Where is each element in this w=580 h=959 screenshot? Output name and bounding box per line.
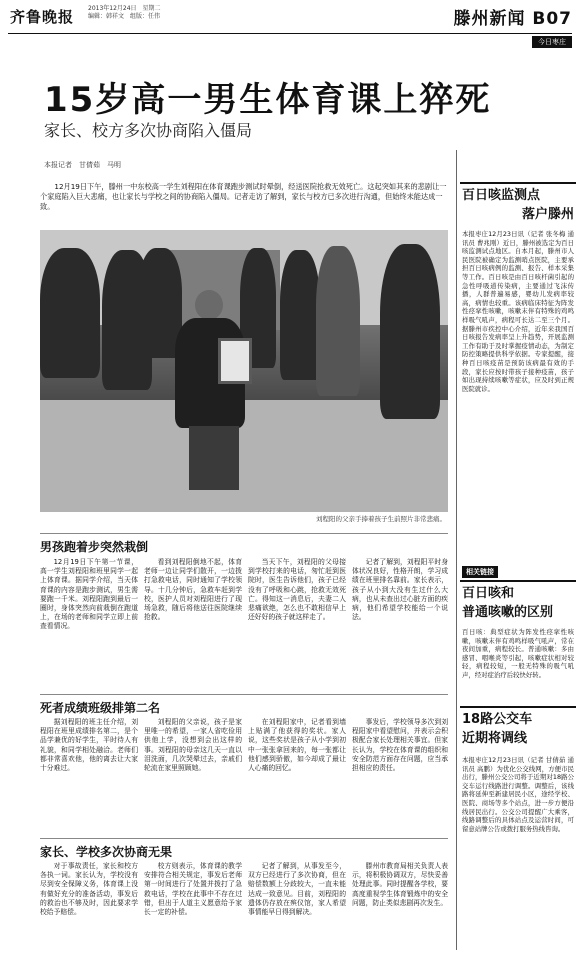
body-column bbox=[352, 558, 448, 690]
sidebar-title-line: 普通咳嗽的区别 bbox=[462, 605, 554, 620]
body-paragraph: 记者了解到，刘程阳平时身体状况良好，性格开朗，学习成绩在班里排名靠前。家长表示，孩子从小到大没有生过什么大病，也从未查出过心脏方面的疾病，他们希望学校能给一个说法。 bbox=[352, 558, 448, 622]
sidebar-rule bbox=[460, 706, 576, 708]
article-subhead: 家长、校方多次协商陷入僵局 bbox=[44, 121, 253, 140]
photo-portrait-frame bbox=[218, 338, 252, 384]
body-paragraph: 对于事故责任，家长和校方各执一词。家长认为，学校没有尽到安全保障义务，体育课上没有做好充分的准备活动，事发后的救治也不够及时，因此要求学校给予赔偿。 bbox=[40, 862, 138, 917]
body-column bbox=[40, 862, 138, 954]
related-link-tag: 相关链接 bbox=[462, 566, 498, 578]
photo-caption: 刘程阳的父亲手捧着孩子生前照片非常悲痛。 bbox=[316, 515, 446, 523]
column-divider bbox=[456, 150, 457, 950]
sidebar-body-1: 本报枣庄12月23日讯（记者 张冬梅 通讯员 曹兆刚）近日，滕州被选定为百日咳监测试点地区。自本月起，滕州市人民医院被确定为监测哨点医院，主要承担百日咳病例的监测、报告、样本采集等工作。百日咳是由百日咳杆菌引起的急性呼吸道传染病，主要通过飞沫传播，人群普遍易感，婴幼儿发病率较高，病情也较重。该病临床特征为阵发性痉挛性咳嗽，咳嗽末伴有特殊的鸡鸣样吸气吼声，病程可长达二至三个月。据滕州市疾控中心介绍，近年来我国百日咳报告发病率呈上升趋势，开展监测工作有助于及时掌握疫情动态，为制定防控策略提供科学依据。专家提醒，接种百日咳疫苗是预防该病最有效的手段，家长应按时带孩子接种疫苗，孩子如出现持续咳嗽等症状，应及时到正规医院就诊。 bbox=[462, 230, 574, 393]
photo-bystander bbox=[380, 244, 440, 419]
body-paragraph: 滕州市教育局相关负责人表示，将积极协调双方，尽快妥善处理此事。同时提醒各学校，要高度重视学生体育锻炼中的安全问题，防止类似悲剧再次发生。 bbox=[352, 862, 448, 907]
body-column bbox=[144, 862, 242, 954]
body-paragraph: 据刘程阳的班主任介绍，刘程阳在班里成绩排名第二，是个品学兼优的好学生，平时待人有礼貌，和同学相处融洽。老师们都非常喜欢他，他的离去让大家十分难过。 bbox=[40, 718, 138, 773]
sidebar-title-line: 百日咳监测点 bbox=[462, 188, 541, 203]
section-title-3: 家长、学校多次协商无果 bbox=[40, 845, 173, 859]
body-paragraph: 刘程阳的父亲说，孩子是家里唯一的希望，一家人省吃俭用供他上学，没想到会出这样的事。刘程阳的母亲这几天一直以泪洗面，几次哭晕过去，亲戚们轮流在家里照顾她。 bbox=[144, 718, 242, 773]
sidebar-title-line: 百日咳和 bbox=[462, 586, 515, 601]
section-rule bbox=[40, 533, 448, 534]
photo-father bbox=[175, 290, 245, 490]
section-title bbox=[453, 4, 572, 29]
section-title-2: 死者成绩班级排第二名 bbox=[40, 701, 161, 715]
sidebar-body-3: 本报枣庄12月23日讯（记者 甘倩茹 通讯员 高鹏）为优化公交线网，方便市民出行，滕州公交公司将于近期对18路公交车运行线路进行调整。调整后，该线路将延伸至新建居民小区，途经学校、医院、商场等多个站点，进一步方便沿线居民出行。公交公司提醒广大乘客，线路调整后的具体站点及运营时间，可留意站牌公告或拨打服务热线咨询。 bbox=[462, 756, 574, 833]
sidebar-title-3 bbox=[462, 710, 532, 748]
body-paragraph: 当天下午，刘程阳的父母接到学校打来的电话，匆忙赶到医院时，医生告诉他们，孩子已经没有了呼吸和心跳，抢救无效死亡。得知这一消息后，夫妻二人悲痛欲绝，怎么也不敢相信早上还好好的孩子就这样走了。 bbox=[248, 558, 346, 622]
article-lead: 12月19日下午，滕州一中东校高一学生刘程阳在体育课跑步测试时晕倒，经送医院抢救无效死亡。这起突如其来的悲剧让一个家庭陷入巨大悲痛，也让家长与学校之间的协商陷入僵局。记者走访了解到，家长与校方已多次进行沟通，但始终未能达成一致。 bbox=[40, 182, 447, 211]
sidebar-title-1 bbox=[462, 186, 574, 224]
article-byline: 本报记者 甘倩茹 马明 bbox=[44, 161, 121, 169]
body-paragraph: 看到刘程阳倒地不起，体育老师一边让同学们散开，一边拨打急救电话，同时通知了学校领导。十几分钟后，急救车赶到学校，医护人员对刘程阳进行了现场急救，随后将他送往医院继续抢救。 bbox=[144, 558, 242, 622]
newspaper-logo: 齐鲁晚报 bbox=[10, 8, 75, 26]
body-column bbox=[248, 558, 346, 690]
photo-bystander bbox=[40, 248, 100, 378]
sidebar-rule bbox=[460, 182, 576, 184]
issue-meta bbox=[88, 5, 161, 21]
body-paragraph: 12月19日下午第一节课，高一学生刘程阳和班里同学一起上体育课。据同学介绍，当天体育课的内容是跑步测试，男生需要跑一千米。刘程阳跑到最后一圈时，身体突然向前栽倒在跑道上，在场的老师和同学立即上前查看情况。 bbox=[40, 558, 138, 631]
section-name: 滕州新闻 bbox=[453, 9, 526, 29]
section-title-1: 男孩跑着步突然栽倒 bbox=[40, 540, 149, 554]
issue-date: 2013年12月24日 星期二 bbox=[88, 5, 161, 12]
photo-bystander bbox=[280, 250, 320, 380]
sidebar-title-line: 落户滕州 bbox=[521, 207, 574, 222]
article-headline: 15岁高一男生体育课上猝死 bbox=[44, 80, 492, 120]
body-column bbox=[352, 718, 448, 834]
photo-father-legs bbox=[189, 426, 239, 490]
sidebar-title-line: 18路公交车 bbox=[462, 712, 533, 727]
section-rule bbox=[40, 694, 448, 695]
body-column bbox=[248, 862, 346, 954]
issue-editors: 编辑：韩祥文 组版：任伟 bbox=[88, 13, 161, 20]
body-column bbox=[144, 718, 242, 834]
page-number: B07 bbox=[532, 9, 572, 29]
body-column bbox=[40, 718, 138, 834]
photo-father-head bbox=[195, 290, 223, 320]
section-header bbox=[453, 4, 572, 48]
masthead-rule bbox=[8, 33, 572, 34]
body-column bbox=[144, 558, 242, 690]
body-column bbox=[352, 862, 448, 954]
body-paragraph: 在刘程阳家中，记者看到墙上贴满了他获得的奖状。家人说，这些奖状是孩子从小学到初中一张张拿回来的，每一张都让他们感到骄傲，如今却成了最让人心痛的回忆。 bbox=[248, 718, 346, 773]
body-column bbox=[40, 558, 138, 690]
sidebar-title-2 bbox=[462, 584, 553, 622]
section-subtitle-bar: 今日枣庄 bbox=[532, 36, 572, 48]
sidebar-title-line: 近期将调线 bbox=[462, 731, 528, 746]
sidebar-rule bbox=[460, 580, 576, 582]
section-rule bbox=[40, 838, 448, 839]
masthead bbox=[0, 0, 580, 46]
news-photo bbox=[40, 230, 448, 512]
sidebar-body-2: 百日咳：典型症状为阵发性痉挛性咳嗽，咳嗽末伴有鸡鸣样吸气吼声，常在夜间加重，病程较长。普通咳嗽：多由感冒、咽喉炎等引起，咳嗽症状相对较轻，病程较短，一般无特殊的吸气吼声，经对症治疗后较快好转。 bbox=[462, 628, 574, 679]
body-paragraph: 记者了解到，从事发至今，双方已经进行了多次协商，但在赔偿数额上分歧较大，一直未能达成一致意见。目前，刘程阳的遗体仍存放在殡仪馆，家人希望事情能早日得到解决。 bbox=[248, 862, 346, 917]
body-column bbox=[248, 718, 346, 834]
body-paragraph: 事发后，学校领导多次到刘程阳家中看望慰问，并表示会积极配合家长处理相关事宜。但家长认为，学校在体育课的组织和安全防范方面存在问题，应当承担相应的责任。 bbox=[352, 718, 448, 773]
photo-bystander bbox=[316, 246, 360, 396]
body-paragraph: 校方则表示，体育课的教学安排符合相关规定，事发后老师第一时间进行了处置并拨打了急救电话，学校在此事中不存在过错，但出于人道主义愿意给予家长一定的补偿。 bbox=[144, 862, 242, 917]
